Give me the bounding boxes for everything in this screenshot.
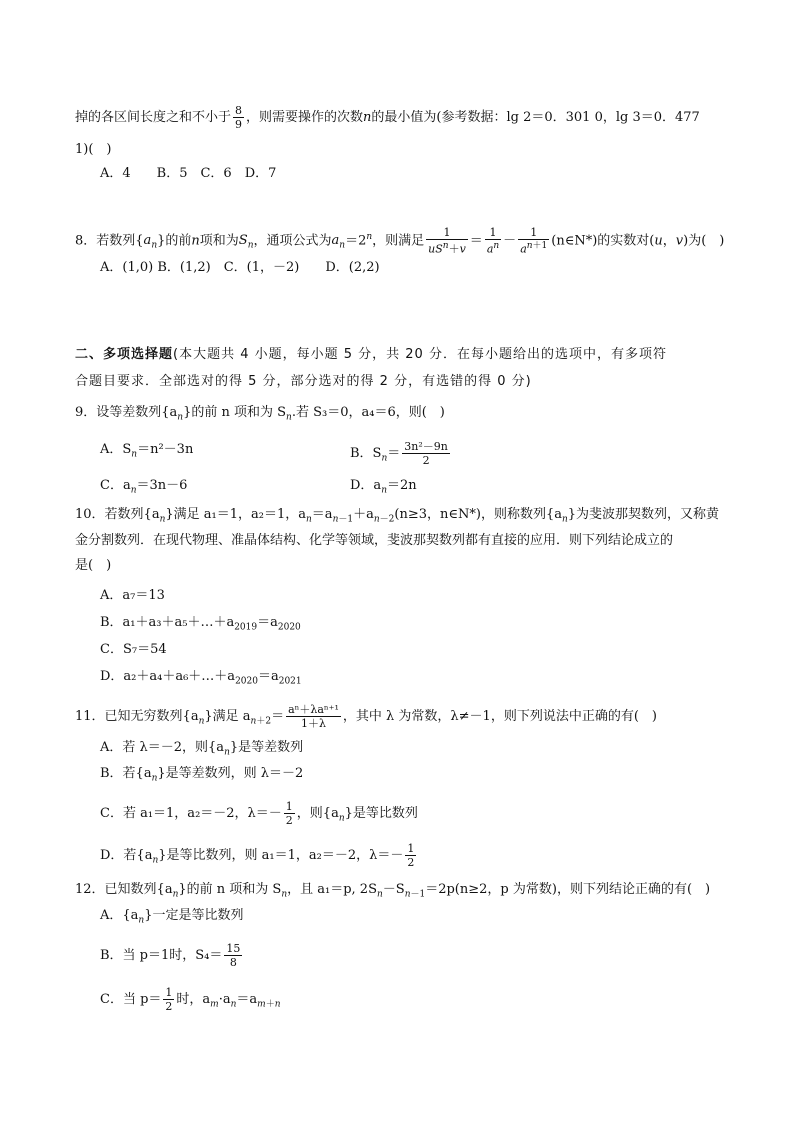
section-header: 二、多项选择题(本大题共 4 小题，每小题 5 分，共 20 分．在每小题给出的选项中，有多项符 [75,347,667,362]
q11-option-c: C．若 a₁＝1，a₂＝－2，λ＝－ $\frac{1}{2}$ ，则$\{a_n\}$是等比数列 [100,800,418,827]
q9-option-a: A．$S_n=n^2-3n$ [100,442,194,460]
q7-stem-line: 掉的各区间长度之和不小于 $\frac{8}{9}$ ，则需要操作的次数n的最小值为(参考数据：lg 2＝0．301 0，lg 3＝0．477 [75,104,700,131]
q12-stem: 12．已知数列$\{a_n\}$的前 n 项和为 $S_n$，且 a₁＝p, $2S_n-S_{n-1}=2p(n\ge 2$，p 为常数)，则下列结论正确的有( ) [75,882,711,900]
q11-option-d: D．若$\{a_n\}$是等比数列，则 a₁＝1，a₂＝－2，λ＝－ $\frac{1}{2}$ [100,842,415,869]
q10-option-d: D．$a_2+a_4+a_6+\dots+a_{2020}=a_{2021}$ [100,669,302,687]
q9-option-d: D．$a_n=2n$ [350,478,417,496]
fraction: $\frac{8}{9}$ [235,104,243,131]
q10-option-c: C．S₇＝54 [100,642,167,657]
q9-option-b: B．$S_n=$ $\frac{\text{3n²－9n}}{2}$ [350,440,448,467]
q11-stem: 11．已知无穷数列$\{a_n\}$满足 $a_{n+2}=$ $\frac{\text{aⁿ＋λaⁿ⁺¹}}{1+\lambda}$ ，其中 λ 为常数，λ≠－1，则下列说法中正确的有( ) [75,703,657,730]
q9-options-cd [100,476,734,501]
q9-options-ab [100,440,734,465]
q11-option-b: B．若$\{a_n\}$是等差数列，则 λ＝－2 [100,766,304,784]
q10-option-b: B．$a_1+a_3+a_5+\dots+a_{2019}=a_{2020}$ [100,615,301,633]
q9-stem: 9．设等差数列$\{a_n\}$的前 n 项和为 $S_n$.若 S₃＝0，a₄＝6，则( ) [75,405,445,423]
q12-option-b: B．当 p＝1时，S₄＝ $\frac{15}{8}$ [100,942,241,969]
q8-options: A．(1,0) B．(1,2) C．(1，－2) D．(2,2) [100,260,380,275]
fraction: $\frac{1}{uS^n+v}$ [428,226,466,256]
q7-stem-cont: 1)( ) [75,142,112,157]
q11-option-a: A．若 λ＝－2，则$\{a_n\}$是等差数列 [100,740,304,758]
q8-stem: 8．若数列$\{a_n\}$的前n项和为$S_n$，通项公式为$a_n=2^n$，则满足 $\frac{1}{uS^n+v}$ ＝ $\frac{1}{a^n}$ － $\frac{1}{a^{n+1}}$ (n∈N*)的实数对(u，v)为( ) [75,226,725,256]
q9-option-c: C．$a_n=3n-6$ [100,478,188,496]
q10-stem-1: 10．若数列$\{a_n\}$满足 a₁＝1，a₂＝1，$a_n=a_{n-1}+a_{n-2}(n\ge 3$，n∈N*)，则称数列$\{a_n\}$为斐波那契数列，又称黄 [75,507,720,525]
q10-stem-2: 金分割数列．在现代物理、准晶体结构、化学等领域，斐波那契数列都有直接的应用．则下列结论成立的 [75,533,674,548]
section-desc: 合题目要求．全部选对的得 5 分，部分选对的得 2 分，有选错的得 0 分) [75,374,532,389]
fraction: $\frac{1}{a^n}$ [486,226,500,256]
fraction: $\frac{1}{a^{n+1}}$ [520,226,548,256]
q12-option-a: A．$\{a_n\}$一定是等比数列 [100,908,244,926]
q10-stem-3: 是( ) [75,558,112,573]
q7-options: A．4 B．5 C．6 D．7 [100,166,277,181]
q12-option-c: C．当 p＝ $\frac{1}{2}$ 时，$a_m\cdot a_n=a_{m+n}$ [100,986,281,1013]
q10-option-a: A．a₇＝13 [100,588,165,603]
